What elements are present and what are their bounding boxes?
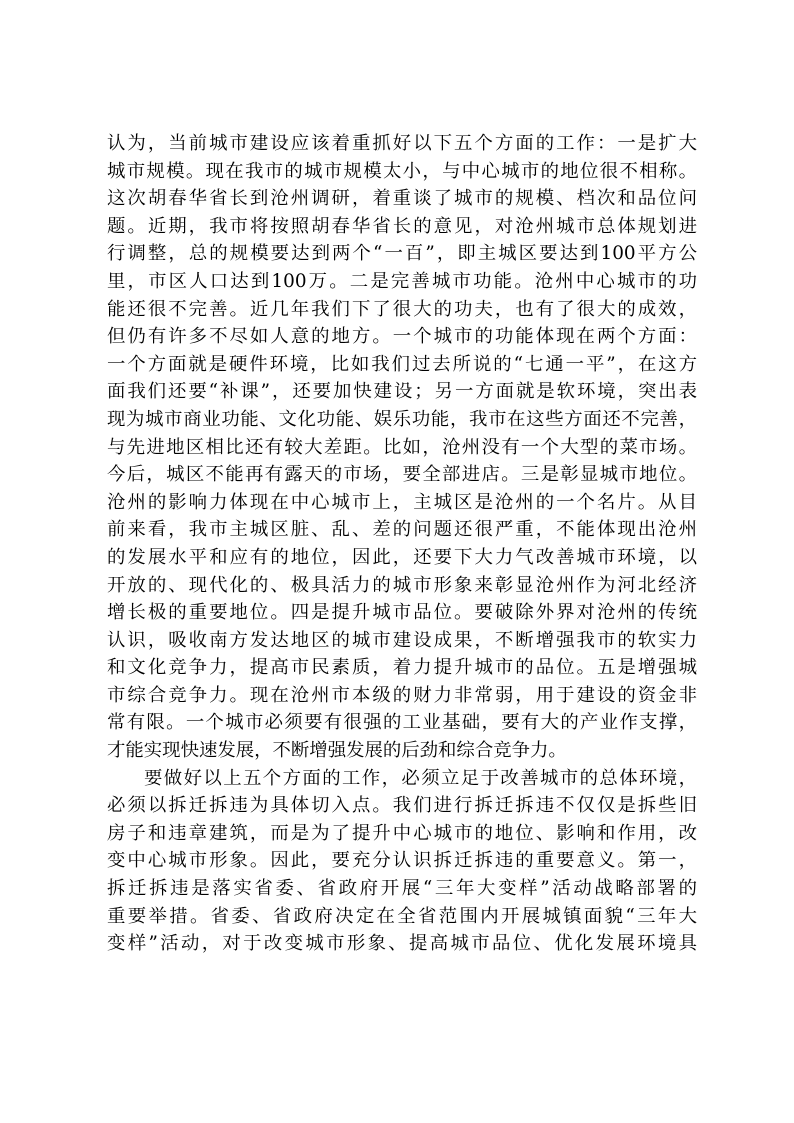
text-line: 和文化竞争力，提高市民素质，着力提升城市的品位。五是增强城 <box>107 657 697 679</box>
text-line: 里，市区人口达到100万。二是完善城市功能。沧州中心城市的功 <box>107 270 697 292</box>
text-line: 常有限。一个城市必须要有很强的工业基础，要有大的产业作支撑， <box>107 712 697 734</box>
body-text <box>107 130 697 958</box>
text-line: 开放的、现代化的、极具活力的城市形象来彰显沧州作为河北经济 <box>107 574 697 596</box>
text-line: 一个方面就是硬件环境，比如我们过去所说的“七通一平”，在这方 <box>107 353 697 375</box>
text-line: 认为，当前城市建设应该着重抓好以下五个方面的工作：一是扩大 <box>107 133 697 154</box>
text-line: 这次胡春华省长到沧州调研，着重谈了城市的规模、档次和品位问 <box>107 188 697 210</box>
text-line: 必须以拆迁拆违为具体切入点。我们进行拆迁拆违不仅仅是拆些旧 <box>107 795 697 817</box>
paragraph-end-line: 才能实现快速发展，不断增强发展的后劲和综合竞争力。 <box>107 740 567 762</box>
text-line: 增长极的重要地位。四是提升城市品位。要破除外界对沧州的传统 <box>107 602 697 624</box>
text-line: 行调整，总的规模要达到两个“一百”，即主城区要达到100平方公 <box>107 243 697 265</box>
text-line: 前来看，我市主城区脏、乱、差的问题还很严重，不能体现出沧州 <box>107 519 697 541</box>
text-line: 沧州的影响力体现在中心城市上，主城区是沧州的一个名片。从目 <box>107 491 697 513</box>
text-line: 房子和违章建筑，而是为了提升中心城市的地位、影响和作用，改 <box>107 822 697 844</box>
text-line: 重要举措。省委、省政府决定在全省范围内开展城镇面貌“三年大 <box>107 905 697 927</box>
text-line: 的发展水平和应有的地位，因此，还要下大力气改善城市环境，以 <box>107 546 697 568</box>
text-line: 城市规模。现在我市的城市规模太小，与中心城市的地位很不相称。 <box>107 160 697 182</box>
text-line: 认识，吸收南方发达地区的城市建设成果，不断增强我市的软实力 <box>107 629 697 651</box>
text-line: 现为城市商业功能、文化功能、娱乐功能，我市在这些方面还不完善， <box>107 408 697 430</box>
text-line: 面我们还要“补课”，还要加快建设；另一方面就是软环境，突出表 <box>107 381 697 403</box>
text-line: 今后，城区不能再有露天的市场，要全部进店。三是彰显城市地位。 <box>107 464 697 486</box>
text-line: 能还很不完善。近几年我们下了很大的功夫，也有了很大的成效， <box>107 298 697 320</box>
text-line: 但仍有许多不尽如人意的地方。一个城市的功能体现在两个方面： <box>107 326 697 348</box>
paragraph-first-line: 要做好以上五个方面的工作，必须立足于改善城市的总体环境， <box>144 767 697 789</box>
text-line: 变中心城市形象。因此，要充分认识拆迁拆违的重要意义。第一， <box>107 850 697 872</box>
text-line: 市综合竞争力。现在沧州市本级的财力非常弱，用于建设的资金非 <box>107 684 697 706</box>
text-line: 题。近期，我市将按照胡春华省长的意见，对沧州城市总体规划进 <box>107 215 697 237</box>
text-line: 拆迁拆违是落实省委、省政府开展“三年大变样”活动战略部署的 <box>107 878 697 900</box>
text-line: 与先进地区相比还有较大差距。比如，沧州没有一个大型的菜市场。 <box>107 436 697 458</box>
text-line: 变样”活动，对于改变城市形象、提高城市品位、优化发展环境具 <box>107 933 697 955</box>
